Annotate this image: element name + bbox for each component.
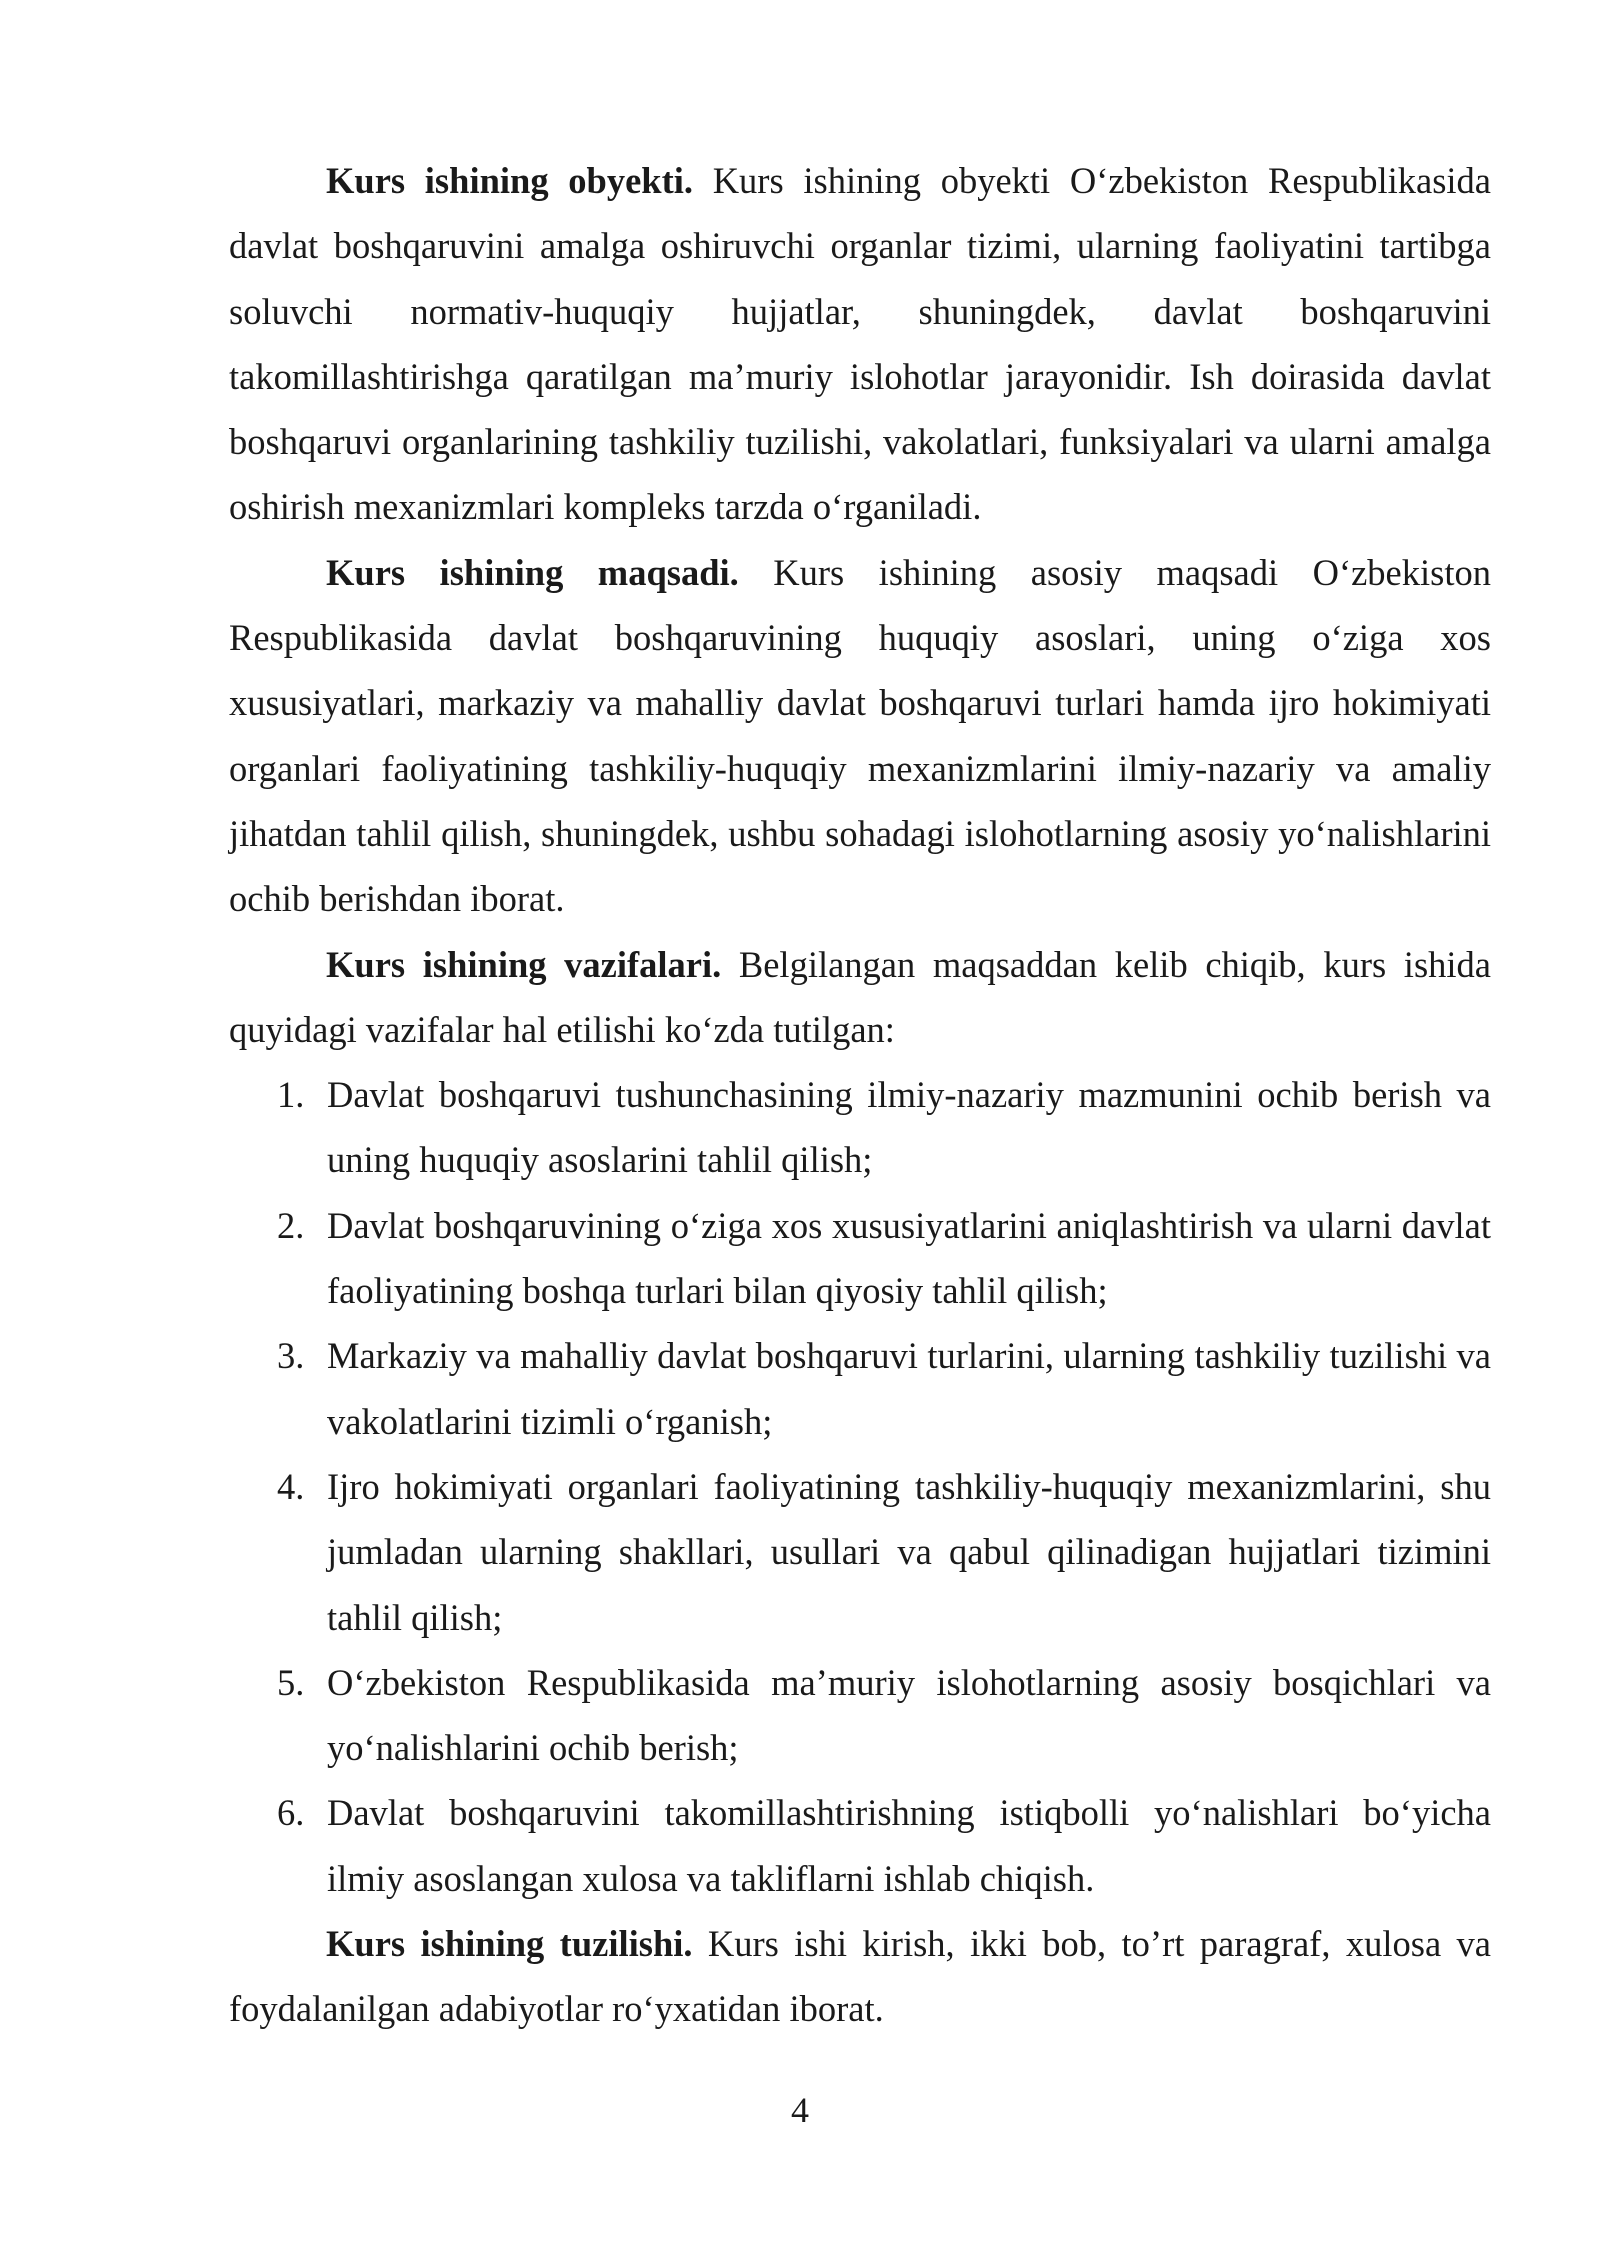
list-item — [229, 1193, 1491, 1324]
list-item-text: Davlat boshqaruvining o‘ziga xos xususiyatlarini aniqlashtirish va ularni davlat faoliyatining boshqa turlari bilan qiyosiy tahlil qilish; — [327, 1204, 1491, 1312]
paragraph-text: Kurs ishining obyekti O‘zbekiston Respublikasida davlat boshqaruvini amalga oshiruvchi organlar tizimi, ularning faoliyatini tartibga soluvchi normativ-huquqiy hujjatlar, shuningdek, davlat boshqaruvini takomillashtirishga qaratilgan ma’muriy islohotlar jarayonidir. Ish doirasida davlat boshqaruvi organlarining tashkiliy tuzilishi, vakolatlari, funksiyalari va ularni amalga oshirish mexanizmlari kompleks tarzda o‘rganiladi. — [229, 160, 1491, 528]
tasks-list — [229, 1062, 1491, 1911]
paragraph-text: Kurs ishi kirish, ikki bob, to’rt paragraf, xulosa va foydalanilgan adabiyotlar ro‘yxatidan iborat. — [229, 1923, 1492, 2030]
list-item-text: O‘zbekiston Respublikasida ma’muriy islohotlarning asosiy bosqichlari va yo‘nalishlarini ochib berish; — [327, 1661, 1491, 1769]
paragraph-structure — [229, 1911, 1491, 2042]
list-item-text: Ijro hokimiyati organlari faoliyatining tashkiliy-huquqiy mexanizmlarini, shu jumladan ularning shakllari, usullari va qabul qilinadigan hujjatlari tizimini tahlil qilish; — [327, 1465, 1491, 1638]
list-item — [229, 1650, 1491, 1781]
list-item — [229, 1062, 1491, 1193]
section-heading: Kurs ishining vazifalari. — [326, 943, 722, 985]
list-item — [229, 1323, 1491, 1454]
document-page — [229, 148, 1491, 2042]
list-item-number: 2. — [277, 1204, 305, 1246]
paragraph-text: Kurs ishining asosiy maqsadi O‘zbekiston Respublikasida davlat boshqaruvining huquqiy asoslari, uning o‘ziga xos xususiyatlari, markaziy va mahalliy davlat boshqaruvi turlari hamda ijro hokimiyati organlari faoliyatining tashkiliy-huquqiy mexanizmlarini ilmiy-nazariy va amaliy jihatdan tahlil qilish, shuningdek, ushbu sohadagi islohotlarning asosiy yo‘nalishlarini ochib berishdan iborat. — [229, 551, 1491, 920]
list-item-text: Davlat boshqaruvini takomillashtirishning istiqbolli yo‘nalishlari bo‘yicha ilmiy asoslangan xulosa va takliflarni ishlab chiqish. — [327, 1792, 1491, 1899]
list-item-number: 3. — [277, 1335, 305, 1377]
paragraph-object — [229, 148, 1491, 540]
list-item-text: Davlat boshqaruvi tushunchasining ilmiy-nazariy mazmunini ochib berish va uning huquqiy asoslarini tahlil qilish; — [327, 1074, 1491, 1181]
list-item-text: Markaziy va mahalliy davlat boshqaruvi turlarini, ularning tashkiliy tuzilishi va vakolatlarini tizimli o‘rganish; — [327, 1335, 1491, 1442]
list-item-number: 5. — [277, 1661, 305, 1703]
section-heading: Kurs ishining obyekti. — [326, 160, 693, 201]
section-heading: Kurs ishining maqsadi. — [326, 551, 739, 593]
paragraph-goal — [229, 540, 1491, 932]
list-item — [229, 1454, 1491, 1650]
paragraph-tasks — [229, 932, 1491, 1063]
page-number: 4 — [791, 2090, 809, 2130]
list-item-number: 1. — [277, 1074, 305, 1116]
paragraph-text: Belgilangan maqsaddan kelib chiqib, kurs ishida quyidagi vazifalar hal etilishi ko‘zda tutilgan: — [229, 943, 1491, 1050]
list-item — [229, 1780, 1491, 1911]
list-item-number: 4. — [277, 1465, 305, 1507]
section-heading: Kurs ishining tuzilishi. — [326, 1923, 693, 1965]
list-item-number: 6. — [277, 1792, 305, 1834]
